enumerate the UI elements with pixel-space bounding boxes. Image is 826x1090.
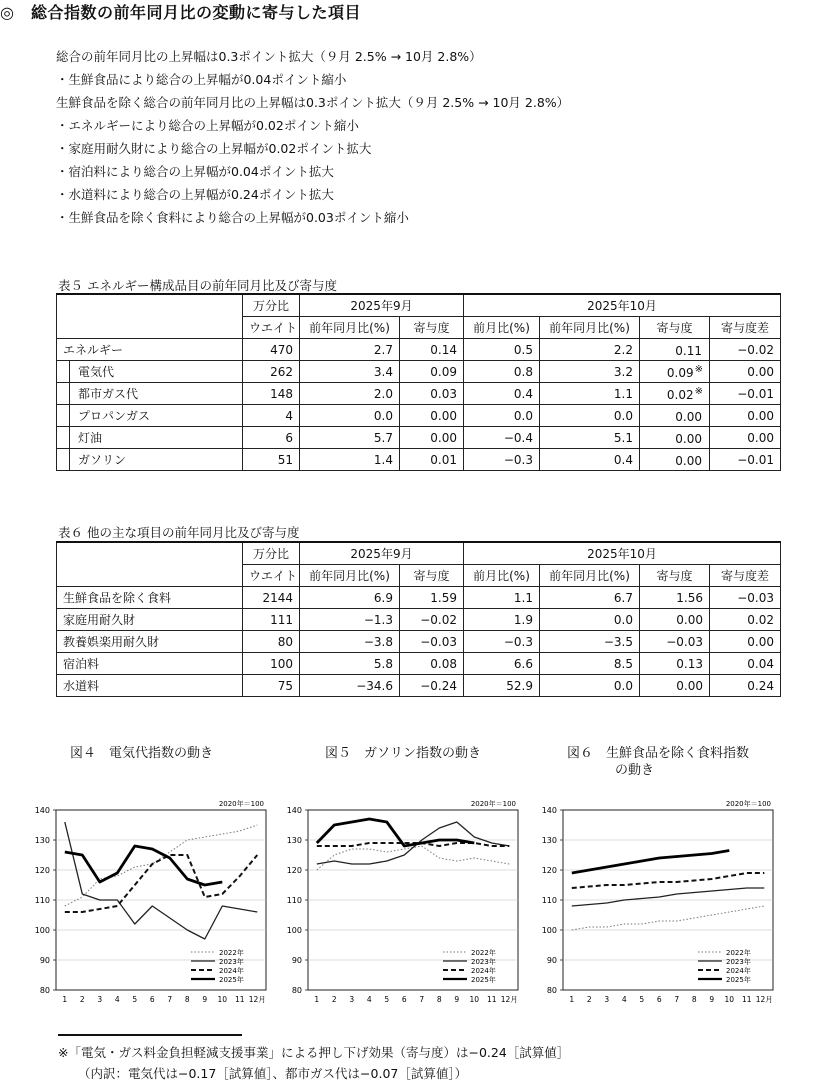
mom-cell: −0.3 bbox=[464, 631, 540, 653]
y-tick-label: 140 bbox=[286, 806, 302, 815]
sep-yoy-cell: 3.4 bbox=[300, 361, 400, 383]
table-row bbox=[57, 631, 781, 653]
sep-contrib-cell: 1.59 bbox=[400, 587, 464, 609]
oct-yoy-cell: 3.2 bbox=[540, 361, 640, 383]
sep-contrib-cell: 0.14 bbox=[400, 339, 464, 361]
series-line bbox=[572, 888, 765, 906]
x-tick-label: 3 bbox=[97, 995, 103, 1004]
contrib-header: 寄与度 bbox=[400, 317, 464, 339]
summary-line: ・生鮮食品を除く食料により総合の上昇幅が0.03ポイント縮小 bbox=[56, 210, 409, 225]
x-tick-label: 2 bbox=[586, 995, 592, 1004]
oct-contrib-cell bbox=[640, 675, 710, 697]
contrib-diff-cell: −0.01 bbox=[710, 449, 781, 471]
y-tick-label: 100 bbox=[541, 926, 557, 935]
y-tick-label: 90 bbox=[39, 956, 50, 965]
row-label bbox=[57, 405, 243, 427]
y-tick-label: 100 bbox=[286, 926, 302, 935]
x-tick-label: 12月 bbox=[755, 995, 773, 1004]
y-tick-label: 130 bbox=[34, 836, 50, 845]
row-label: 教養娯楽用耐久財 bbox=[57, 631, 243, 653]
contrib-diff-cell: 0.04 bbox=[710, 653, 781, 675]
x-tick-label: 7 bbox=[419, 995, 425, 1004]
legend-label: 2023年 bbox=[219, 958, 244, 966]
sep-contrib-cell: −0.24 bbox=[400, 675, 464, 697]
row-label-text: 電気代 bbox=[78, 365, 115, 379]
x-tick-label: 10 bbox=[469, 995, 480, 1004]
mom-cell: 52.9 bbox=[464, 675, 540, 697]
sep-yoy-cell: 6.9 bbox=[300, 587, 400, 609]
footnote-rule bbox=[58, 1034, 242, 1036]
oct-contrib-cell bbox=[640, 653, 710, 675]
sep-yoy-cell: 2.0 bbox=[300, 383, 400, 405]
sep-yoy-cell: 1.4 bbox=[300, 449, 400, 471]
gasoline-index-chart bbox=[280, 796, 530, 1011]
series-line bbox=[572, 906, 765, 930]
x-tick-label: 5 bbox=[384, 995, 390, 1004]
x-tick-label: 7 bbox=[167, 995, 173, 1004]
oct-contrib-cell bbox=[640, 339, 710, 361]
y-tick-label: 110 bbox=[541, 896, 557, 905]
series-line bbox=[65, 855, 257, 912]
y-tick-label: 130 bbox=[541, 836, 557, 845]
sep-yoy-cell: 0.0 bbox=[300, 405, 400, 427]
table-row bbox=[57, 653, 781, 675]
sep-yoy-cell: 2.7 bbox=[300, 339, 400, 361]
chart-note: 2020年＝100 bbox=[725, 800, 771, 808]
summary-line: ・生鮮食品により総合の上昇幅が0.04ポイント縮小 bbox=[56, 72, 347, 87]
table5-caption: 表５ エネルギー構成品目の前年同月比及び寄与度 bbox=[58, 278, 337, 293]
table-row bbox=[57, 361, 781, 383]
row-label-text: 灯油 bbox=[78, 431, 103, 445]
x-tick-label: 9 bbox=[709, 995, 715, 1004]
contrib-diff-cell: −0.02 bbox=[710, 339, 781, 361]
oct-yoy-cell: 6.7 bbox=[540, 587, 640, 609]
header-blank bbox=[57, 294, 243, 339]
oct-contrib-cell bbox=[640, 361, 710, 383]
contrib-header: 寄与度 bbox=[400, 565, 464, 587]
x-tick-label: 3 bbox=[604, 995, 610, 1004]
weight-header: ウエイト bbox=[243, 565, 300, 587]
y-tick-label: 80 bbox=[39, 986, 50, 995]
y-tick-label: 80 bbox=[291, 986, 302, 995]
y-tick-label: 100 bbox=[34, 926, 50, 935]
fig4-title: 図４ 電気代指数の動き bbox=[70, 746, 214, 761]
row-label bbox=[57, 449, 243, 471]
contrib-diff-cell: −0.03 bbox=[710, 587, 781, 609]
x-tick-label: 9 bbox=[454, 995, 460, 1004]
contrib-diff-cell: 0.02 bbox=[710, 609, 781, 631]
x-tick-label: 8 bbox=[184, 995, 190, 1004]
table-row bbox=[57, 587, 781, 609]
x-tick-label: 5 bbox=[639, 995, 645, 1004]
oct-contrib-cell bbox=[640, 587, 710, 609]
legend-label: 2025年 bbox=[726, 976, 751, 984]
contrib-diff-cell: −0.01 bbox=[710, 383, 781, 405]
y-tick-label: 120 bbox=[34, 866, 50, 875]
footnote-mark: ※ bbox=[694, 363, 703, 375]
mom-cell: −0.3 bbox=[464, 449, 540, 471]
oct-yoy-cell: 0.0 bbox=[540, 675, 640, 697]
oct-header: 2025年10月 bbox=[464, 542, 781, 565]
oct-contrib-cell bbox=[640, 631, 710, 653]
oct-yoy-cell: 0.4 bbox=[540, 449, 640, 471]
yoy-header: 前年同月比(%) bbox=[300, 565, 400, 587]
contrib-diff-cell: 0.00 bbox=[710, 631, 781, 653]
fig6-title: 図６ 生鮮食品を除く食料指数 bbox=[567, 746, 750, 761]
sep-yoy-cell: 5.8 bbox=[300, 653, 400, 675]
table-row bbox=[57, 405, 781, 427]
row-label bbox=[57, 361, 243, 383]
table-row bbox=[57, 339, 781, 361]
mom-cell: 0.8 bbox=[464, 361, 540, 383]
sep-contrib-cell: 0.00 bbox=[400, 405, 464, 427]
summary-line: ・エネルギーにより総合の上昇幅が0.02ポイント縮小 bbox=[56, 118, 359, 133]
y-tick-label: 140 bbox=[541, 806, 557, 815]
oct-yoy-cell: 5.1 bbox=[540, 427, 640, 449]
x-tick-label: 4 bbox=[114, 995, 120, 1004]
row-label: エネルギー bbox=[57, 339, 243, 361]
y-tick-label: 120 bbox=[286, 866, 302, 875]
mom-header: 前月比(%) bbox=[464, 565, 540, 587]
sep-header: 2025年9月 bbox=[300, 542, 464, 565]
table-row bbox=[57, 449, 781, 471]
contrib-diff-cell: 0.00 bbox=[710, 405, 781, 427]
weight-cell: 148 bbox=[243, 383, 300, 405]
mom-cell: −0.4 bbox=[464, 427, 540, 449]
contrib-header: 寄与度 bbox=[640, 565, 710, 587]
table-row bbox=[57, 675, 781, 697]
x-tick-label: 7 bbox=[674, 995, 680, 1004]
summary-line: 生鮮食品を除く総合の前年同月比の上昇幅は0.3ポイント拡大（９月 2.5% → 10月 2.8%） bbox=[56, 95, 570, 110]
x-tick-label: 10 bbox=[217, 995, 228, 1004]
sep-contrib-cell: −0.03 bbox=[400, 631, 464, 653]
row-label: 水道料 bbox=[57, 675, 243, 697]
table-row bbox=[57, 383, 781, 405]
sep-yoy-cell: −34.6 bbox=[300, 675, 400, 697]
weight-cell: 6 bbox=[243, 427, 300, 449]
chart-note: 2020年＝100 bbox=[218, 800, 264, 808]
row-label: 宿泊料 bbox=[57, 653, 243, 675]
series-line bbox=[317, 819, 475, 846]
x-tick-label: 4 bbox=[366, 995, 372, 1004]
oct-contrib-value: 0.00 bbox=[675, 453, 702, 468]
sep-yoy-cell: −1.3 bbox=[300, 609, 400, 631]
row-label-text: 都市ガス代 bbox=[78, 387, 139, 401]
weight-cell: 51 bbox=[243, 449, 300, 471]
legend-label: 2024年 bbox=[726, 967, 751, 975]
oct-contrib-value: 0.09 bbox=[666, 365, 694, 380]
oct-contrib-value: 0.00 bbox=[675, 409, 702, 424]
x-tick-label: 4 bbox=[621, 995, 627, 1004]
legend-label: 2022年 bbox=[726, 949, 751, 957]
weight-cell: 262 bbox=[243, 361, 300, 383]
legend-label: 2023年 bbox=[726, 958, 751, 966]
sep-yoy-cell: −3.8 bbox=[300, 631, 400, 653]
footnote-mark: ※ bbox=[694, 385, 703, 397]
section-heading: ◎ 総合指数の前年同月比の変動に寄与した項目 bbox=[0, 3, 361, 22]
x-tick-label: 5 bbox=[132, 995, 138, 1004]
mom-cell: 1.9 bbox=[464, 609, 540, 631]
contrib-diff-header: 寄与度差 bbox=[710, 565, 781, 587]
oct-yoy-cell: 2.2 bbox=[540, 339, 640, 361]
weight-cell: 4 bbox=[243, 405, 300, 427]
contrib-header: 寄与度 bbox=[640, 317, 710, 339]
mom-header: 前月比(%) bbox=[464, 317, 540, 339]
series-line bbox=[65, 822, 257, 939]
x-tick-label: 6 bbox=[656, 995, 662, 1004]
contrib-diff-cell: 0.00 bbox=[710, 427, 781, 449]
oct-yoy-cell: 8.5 bbox=[540, 653, 640, 675]
x-tick-label: 2 bbox=[79, 995, 85, 1004]
yoy-header: 前年同月比(%) bbox=[540, 565, 640, 587]
yoy-header: 前年同月比(%) bbox=[300, 317, 400, 339]
mom-cell: 0.0 bbox=[464, 405, 540, 427]
contrib-diff-cell: 0.00 bbox=[710, 361, 781, 383]
other-items-table bbox=[56, 541, 781, 697]
sep-yoy-cell: 5.7 bbox=[300, 427, 400, 449]
mom-cell: 6.6 bbox=[464, 653, 540, 675]
sep-contrib-cell: 0.03 bbox=[400, 383, 464, 405]
oct-contrib-cell bbox=[640, 449, 710, 471]
oct-yoy-cell: 1.1 bbox=[540, 383, 640, 405]
weight-header: 万分比 bbox=[243, 542, 300, 565]
series-line bbox=[572, 873, 765, 888]
y-tick-label: 120 bbox=[541, 866, 557, 875]
x-tick-label: 12月 bbox=[500, 995, 518, 1004]
y-tick-label: 90 bbox=[291, 956, 302, 965]
legend-label: 2024年 bbox=[219, 967, 244, 975]
oct-contrib-value: 0.00 bbox=[676, 678, 703, 693]
oct-yoy-cell: 0.0 bbox=[540, 405, 640, 427]
legend-label: 2025年 bbox=[471, 976, 496, 984]
y-tick-label: 140 bbox=[34, 806, 50, 815]
sep-contrib-cell: 0.09 bbox=[400, 361, 464, 383]
oct-contrib-value: 0.00 bbox=[675, 431, 702, 446]
x-tick-label: 11 bbox=[234, 995, 245, 1004]
x-tick-label: 8 bbox=[436, 995, 442, 1004]
footnote-line: （内訳：電気代は−0.17［試算値］、都市ガス代は−0.07［試算値］） bbox=[78, 1066, 468, 1081]
y-tick-label: 110 bbox=[34, 896, 50, 905]
x-tick-label: 1 bbox=[569, 995, 575, 1004]
weight-header: ウエイト bbox=[243, 317, 300, 339]
row-label bbox=[57, 383, 243, 405]
x-tick-label: 6 bbox=[149, 995, 155, 1004]
x-tick-label: 1 bbox=[314, 995, 320, 1004]
oct-contrib-value: −0.03 bbox=[666, 634, 703, 649]
mom-cell: 0.4 bbox=[464, 383, 540, 405]
oct-contrib-value: 0.13 bbox=[676, 656, 703, 671]
contrib-diff-header: 寄与度差 bbox=[710, 317, 781, 339]
oct-contrib-value: 0.11 bbox=[675, 343, 702, 358]
footnote-line: ※「電気・ガス料金負担軽減支援事業」による押し下げ効果（寄与度）は−0.24［試算値］ bbox=[58, 1045, 570, 1060]
weight-cell: 470 bbox=[243, 339, 300, 361]
y-tick-label: 130 bbox=[286, 836, 302, 845]
legend-label: 2022年 bbox=[219, 949, 244, 957]
legend-label: 2024年 bbox=[471, 967, 496, 975]
oct-header: 2025年10月 bbox=[464, 294, 781, 317]
summary-line: ・水道料により総合の上昇幅が0.24ポイント拡大 bbox=[56, 187, 334, 202]
sep-contrib-cell: 0.01 bbox=[400, 449, 464, 471]
sep-header: 2025年9月 bbox=[300, 294, 464, 317]
weight-cell: 111 bbox=[243, 609, 300, 631]
legend-label: 2025年 bbox=[219, 976, 244, 984]
mom-cell: 1.1 bbox=[464, 587, 540, 609]
weight-cell: 2144 bbox=[243, 587, 300, 609]
x-tick-label: 11 bbox=[486, 995, 497, 1004]
row-label bbox=[57, 427, 243, 449]
oct-contrib-value: 1.56 bbox=[676, 590, 703, 605]
x-tick-label: 8 bbox=[691, 995, 697, 1004]
x-tick-label: 1 bbox=[62, 995, 68, 1004]
weight-cell: 100 bbox=[243, 653, 300, 675]
fig5-title: 図５ ガソリン指数の動き bbox=[325, 746, 482, 761]
mom-cell: 0.5 bbox=[464, 339, 540, 361]
legend-label: 2022年 bbox=[471, 949, 496, 957]
table-row bbox=[57, 427, 781, 449]
summary-line: ・宿泊料により総合の上昇幅が0.04ポイント拡大 bbox=[56, 164, 334, 179]
table-row bbox=[57, 609, 781, 631]
contrib-diff-cell: 0.24 bbox=[710, 675, 781, 697]
summary-line: ・家庭用耐久財により総合の上昇幅が0.02ポイント拡大 bbox=[56, 141, 372, 156]
oct-contrib-cell bbox=[640, 383, 710, 405]
x-tick-label: 12月 bbox=[248, 995, 266, 1004]
electricity-index-chart bbox=[28, 796, 278, 1011]
energy-table bbox=[56, 293, 781, 471]
x-tick-label: 3 bbox=[349, 995, 355, 1004]
x-tick-label: 11 bbox=[741, 995, 752, 1004]
row-label: 生鮮食品を除く食料 bbox=[57, 587, 243, 609]
weight-cell: 75 bbox=[243, 675, 300, 697]
row-label-text: ガソリン bbox=[78, 453, 127, 467]
weight-header: 万分比 bbox=[243, 294, 300, 317]
yoy-header: 前年同月比(%) bbox=[540, 317, 640, 339]
x-tick-label: 2 bbox=[331, 995, 337, 1004]
table6-caption: 表６ 他の主な項目の前年同月比及び寄与度 bbox=[58, 525, 300, 540]
series-line bbox=[65, 825, 257, 906]
food-index-chart bbox=[535, 796, 785, 1011]
header-blank bbox=[57, 542, 243, 587]
series-line bbox=[317, 846, 510, 870]
legend-label: 2023年 bbox=[471, 958, 496, 966]
oct-contrib-value: 0.00 bbox=[676, 612, 703, 627]
summary-line: 総合の前年同月比の上昇幅は0.3ポイント拡大（９月 2.5% → 10月 2.8%） bbox=[56, 49, 482, 64]
weight-cell: 80 bbox=[243, 631, 300, 653]
x-tick-label: 10 bbox=[724, 995, 735, 1004]
y-tick-label: 110 bbox=[286, 896, 302, 905]
sep-contrib-cell: 0.08 bbox=[400, 653, 464, 675]
sep-contrib-cell: −0.02 bbox=[400, 609, 464, 631]
x-tick-label: 9 bbox=[202, 995, 208, 1004]
oct-contrib-cell bbox=[640, 609, 710, 631]
chart-note: 2020年＝100 bbox=[470, 800, 516, 808]
row-label: 家庭用耐久財 bbox=[57, 609, 243, 631]
series-line bbox=[572, 851, 730, 874]
sep-contrib-cell: 0.00 bbox=[400, 427, 464, 449]
fig6-title-cont: の動き bbox=[615, 763, 655, 778]
oct-contrib-cell bbox=[640, 405, 710, 427]
y-tick-label: 80 bbox=[546, 986, 557, 995]
oct-yoy-cell: −3.5 bbox=[540, 631, 640, 653]
x-tick-label: 6 bbox=[401, 995, 407, 1004]
y-tick-label: 90 bbox=[546, 956, 557, 965]
oct-contrib-cell bbox=[640, 427, 710, 449]
oct-yoy-cell: 0.0 bbox=[540, 609, 640, 631]
row-label-text: プロパンガス bbox=[78, 409, 151, 423]
oct-contrib-value: 0.02 bbox=[666, 387, 694, 402]
